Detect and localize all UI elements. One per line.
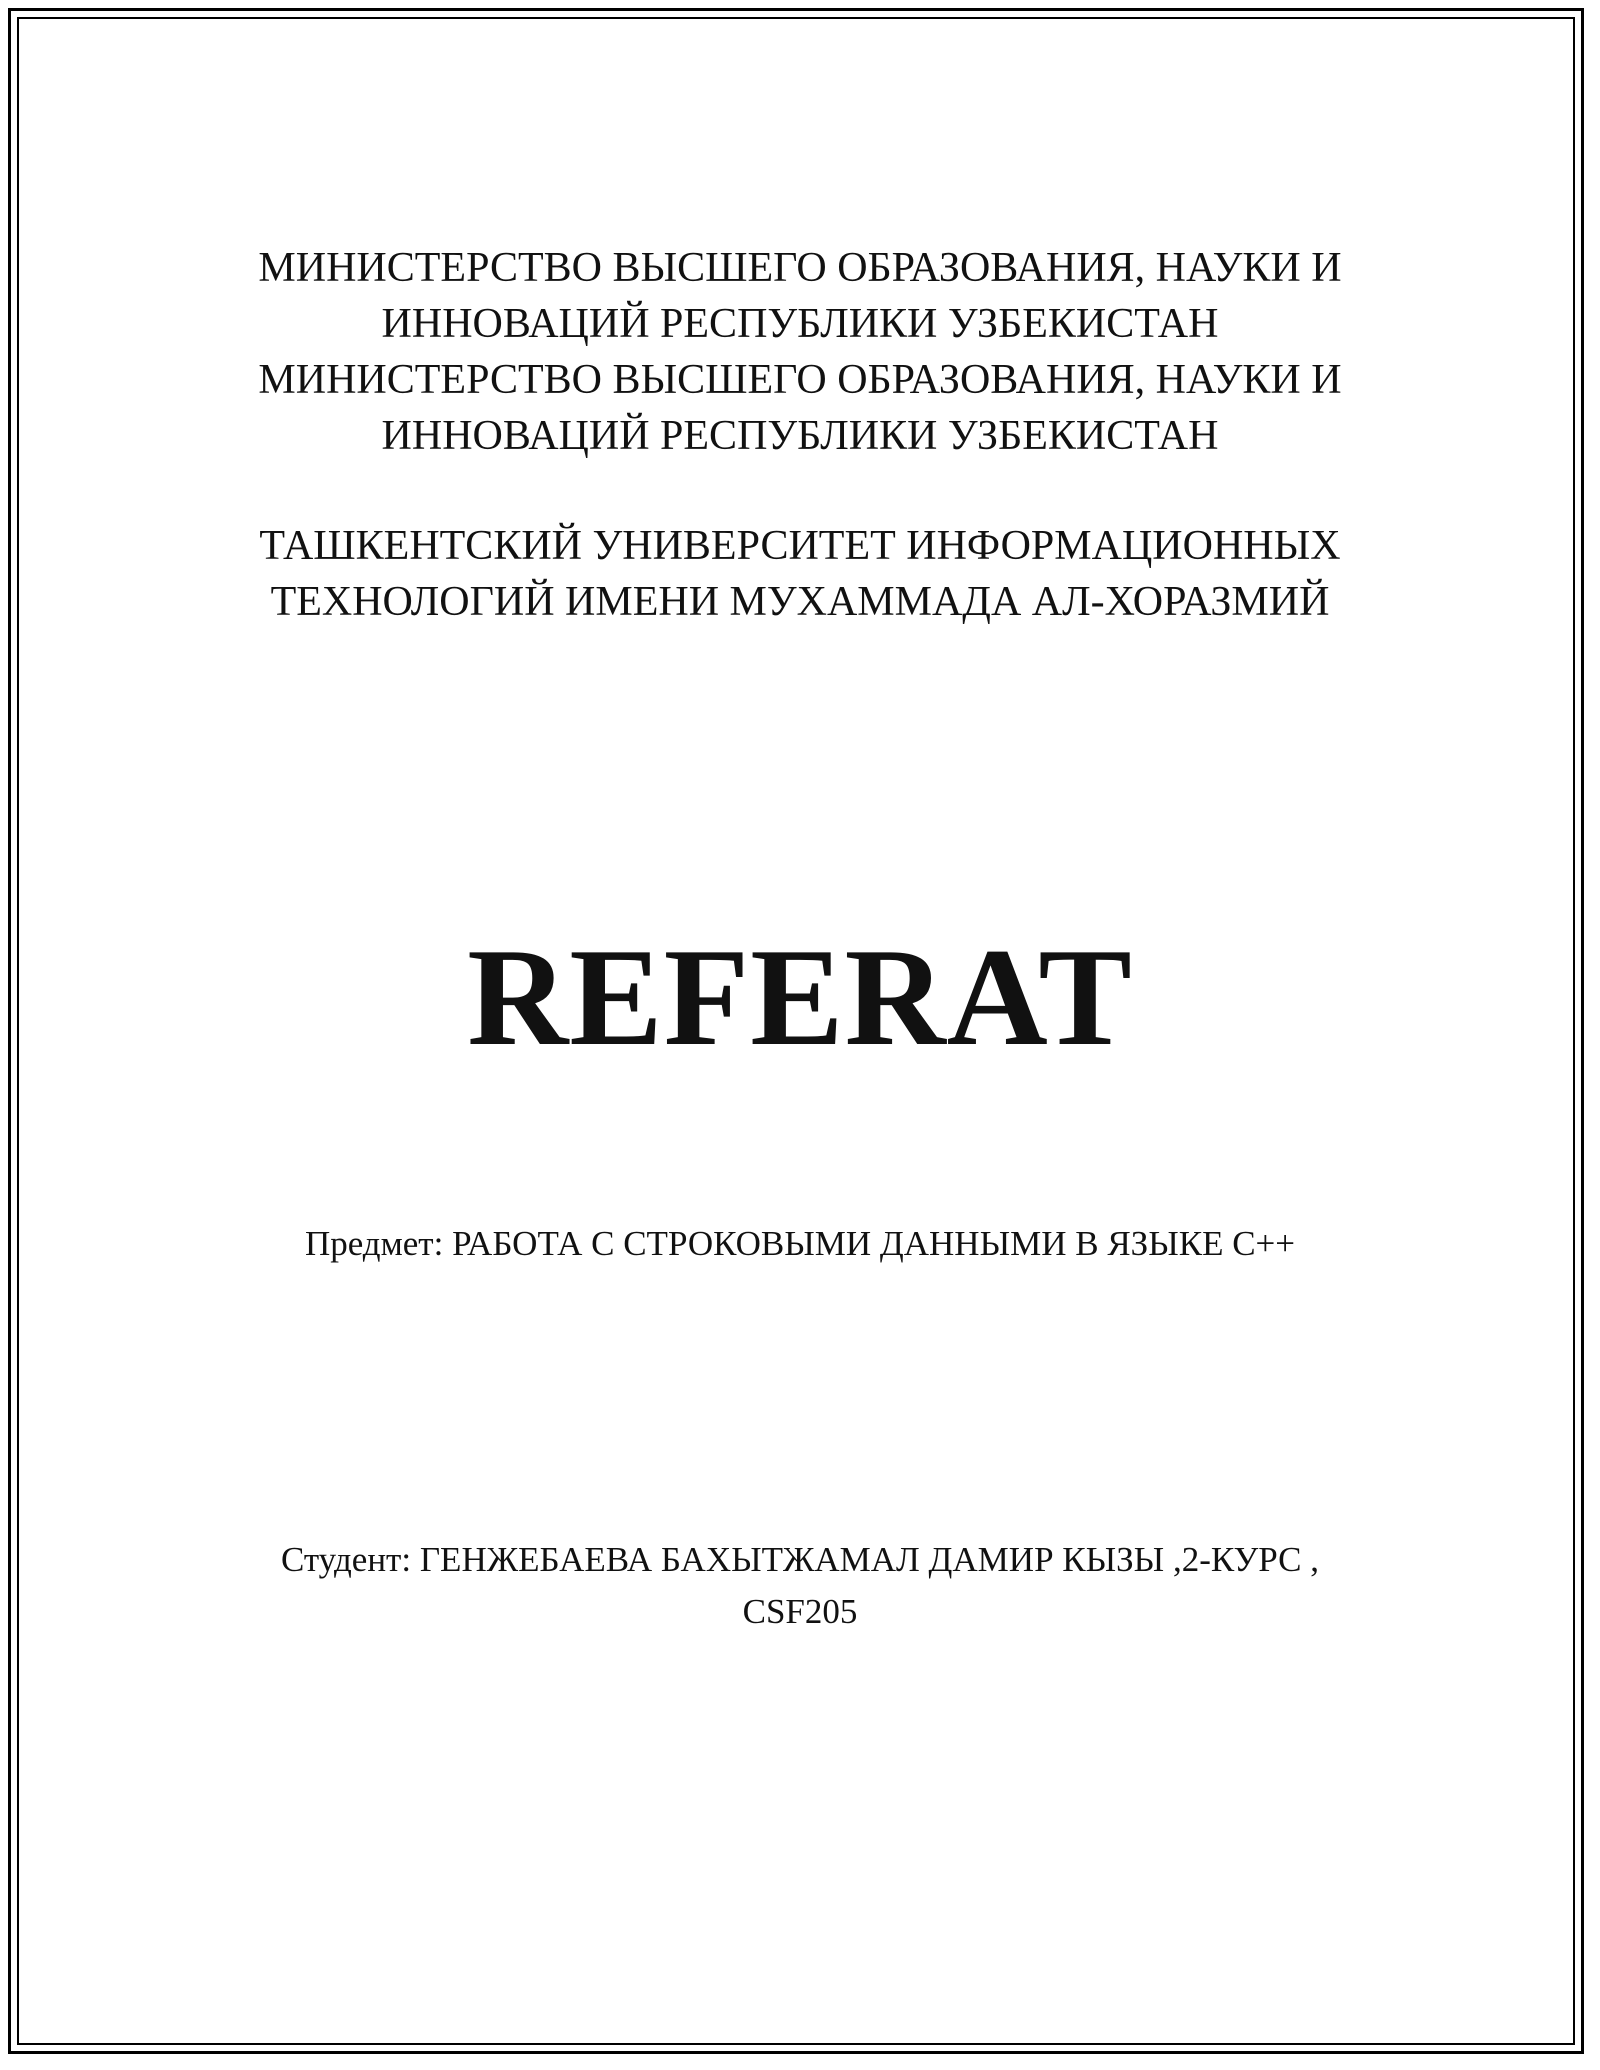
document-title: REFERAT <box>467 920 1133 1075</box>
ministry-line: МИНИСТЕРСТВО ВЫСШЕГО ОБРАЗОВАНИЯ, НАУКИ И <box>258 245 1342 291</box>
subject-line: Предмет: РАБОТА С СТРОКОВЫМИ ДАННЫМИ В ЯЗЫКЕ C++ <box>304 1224 1296 1263</box>
university-line: ТЕХНОЛОГИЙ ИМЕНИ МУХАММАДА АЛ-ХОРАЗМИЙ <box>270 579 1330 625</box>
ministry-line: ИННОВАЦИЙ РЕСПУБЛИКИ УЗБЕКИСТАН <box>381 301 1219 347</box>
ministry-line: ИННОВАЦИЙ РЕСПУБЛИКИ УЗБЕКИСТАН <box>381 413 1219 459</box>
student-info <box>0 1534 1600 1638</box>
university-line: ТАШКЕНТСКИЙ УНИВЕРСИТЕТ ИНФОРМАЦИОННЫХ <box>259 523 1341 569</box>
ministry-line: МИНИСТЕРСТВО ВЫСШЕГО ОБРАЗОВАНИЯ, НАУКИ И <box>258 357 1342 403</box>
ministry-header <box>0 240 1600 464</box>
student-line: Студент: ГЕНЖЕБАЕВА БАХЫТЖАМАЛ ДАМИР КЫЗЫ ,2-КУРС , <box>280 1540 1320 1579</box>
student-group: CSF205 <box>742 1592 858 1631</box>
university-name <box>0 518 1600 630</box>
